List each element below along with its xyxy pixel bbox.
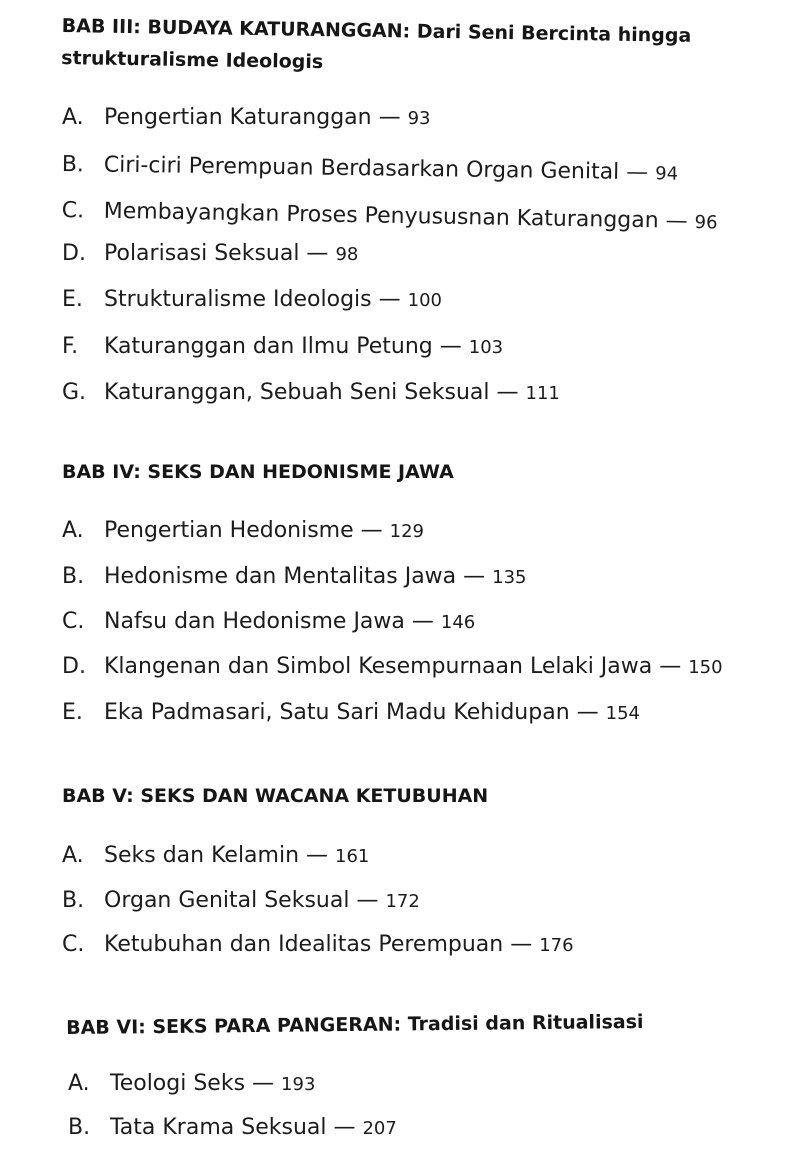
entry-letter: A. [62,843,84,868]
entry-letter: A. [68,1071,90,1096]
entry-page-number: 93 [407,108,431,129]
toc-entry-4c [62,608,475,637]
entry-text: Pengertian Hedonisme — [104,518,383,543]
toc-entry-3a [62,104,430,133]
entry-letter: A. [62,518,84,543]
entry-letter: B. [68,1115,91,1140]
entry-text: Pengertian Katuranggan — [104,105,401,130]
entry-letter: B. [62,888,85,913]
toc-entry-5a [62,842,369,871]
chapter-title-bab-4 [62,456,454,488]
entry-text: Klangenan dan Simbol Kesempurnaan Lelaki Jawa — [104,654,682,679]
entry-text: Eka Padmasari, Satu Sari Madu Kehidupan — [104,700,599,725]
chapter-title-bab-5 [62,780,488,812]
entry-page-number: 96 [694,212,718,234]
entry-letter: G. [62,380,87,405]
toc-entry-3d [62,240,358,269]
entry-text: Strukturalisme Ideologis — [104,287,401,312]
entry-page-number: 154 [605,703,640,724]
entry-text: Polarisasi Seksual — [104,241,329,266]
entry-text: Ketubuhan dan Idealitas Perempuan — [104,932,533,957]
toc-entry-5c [62,931,574,960]
entry-page-number: 146 [440,612,476,633]
entry-page-number: 129 [389,521,425,542]
chapter-title-bab-6 [66,1006,644,1044]
toc-entry-4b [62,563,527,592]
entry-letter: B. [61,151,85,178]
entry-page-number: 176 [539,935,574,956]
entry-text: Organ Genital Seksual — [104,888,379,913]
entry-letter: A. [62,105,84,130]
entry-letter: D. [62,654,86,679]
entry-page-number: 111 [525,383,560,404]
entry-letter: C. [62,609,85,634]
chapter-title-bab-3 [61,10,692,84]
entry-text: Katuranggan, Sebuah Seni Seksual — [104,380,519,405]
chapter-title-line-2: strukturalisme Ideologis [61,46,324,74]
entry-page-number: 100 [407,290,442,311]
toc-entry-6b [68,1114,397,1143]
toc-entry-4d [62,653,723,682]
entry-letter: C. [62,932,85,957]
entry-text: Teologi Seks — [110,1071,275,1096]
chapter-title-line-1: BAB IV: SEKS DAN HEDONISME JAWA [62,461,454,483]
entry-page-number: 135 [492,567,527,588]
entry-page-number: 172 [385,891,420,912]
entry-text: Ciri-ciri Perempuan Berdasarkan Organ Genital — [103,152,649,186]
toc-entry-3f [62,333,503,362]
entry-text: Membayangkan Proses Penyususnan Katuranggan — [103,198,688,234]
entry-page-number: 207 [362,1118,397,1139]
chapter-title-line-1: BAB V: SEKS DAN WACANA KETUBUHAN [62,785,489,807]
chapter-title-line-1: BAB VI: SEKS PARA PANGERAN: Tradisi dan Ritualisasi [66,1010,644,1039]
entry-page-number: 98 [335,244,359,265]
toc-entry-5b [62,887,420,916]
entry-letter: E. [62,700,83,725]
entry-letter: D. [62,241,86,266]
toc-entry-3b [62,151,679,189]
toc-entry-3c [61,197,717,237]
entry-page-number: 150 [688,657,723,678]
toc-entry-4a [62,517,424,546]
entry-page-number: 193 [281,1074,316,1095]
chapter-title-line-1: BAB III: BUDAYA KATURANGGAN: Dari Seni Bercinta hingga [61,14,692,47]
entry-text: Tata Krama Seksual — [110,1115,356,1140]
entry-letter: C. [61,197,85,224]
entry-page-number: 161 [335,846,370,867]
toc-entry-3e [62,286,442,315]
entry-page-number: 94 [655,163,679,185]
entry-text: Nafsu dan Hedonisme Jawa — [104,609,434,634]
entry-text: Seks dan Kelamin — [104,843,329,868]
entry-letter: E. [62,287,83,312]
entry-text: Katuranggan dan Ilmu Petung — [104,334,462,359]
entry-letter: B. [62,564,85,589]
entry-page-number: 103 [468,337,504,358]
toc-entry-6a [68,1070,315,1099]
toc-entry-4e [62,699,640,728]
toc-entry-3g [62,379,560,408]
entry-text: Hedonisme dan Mentalitas Jawa — [104,564,486,589]
entry-letter: F. [62,334,79,359]
